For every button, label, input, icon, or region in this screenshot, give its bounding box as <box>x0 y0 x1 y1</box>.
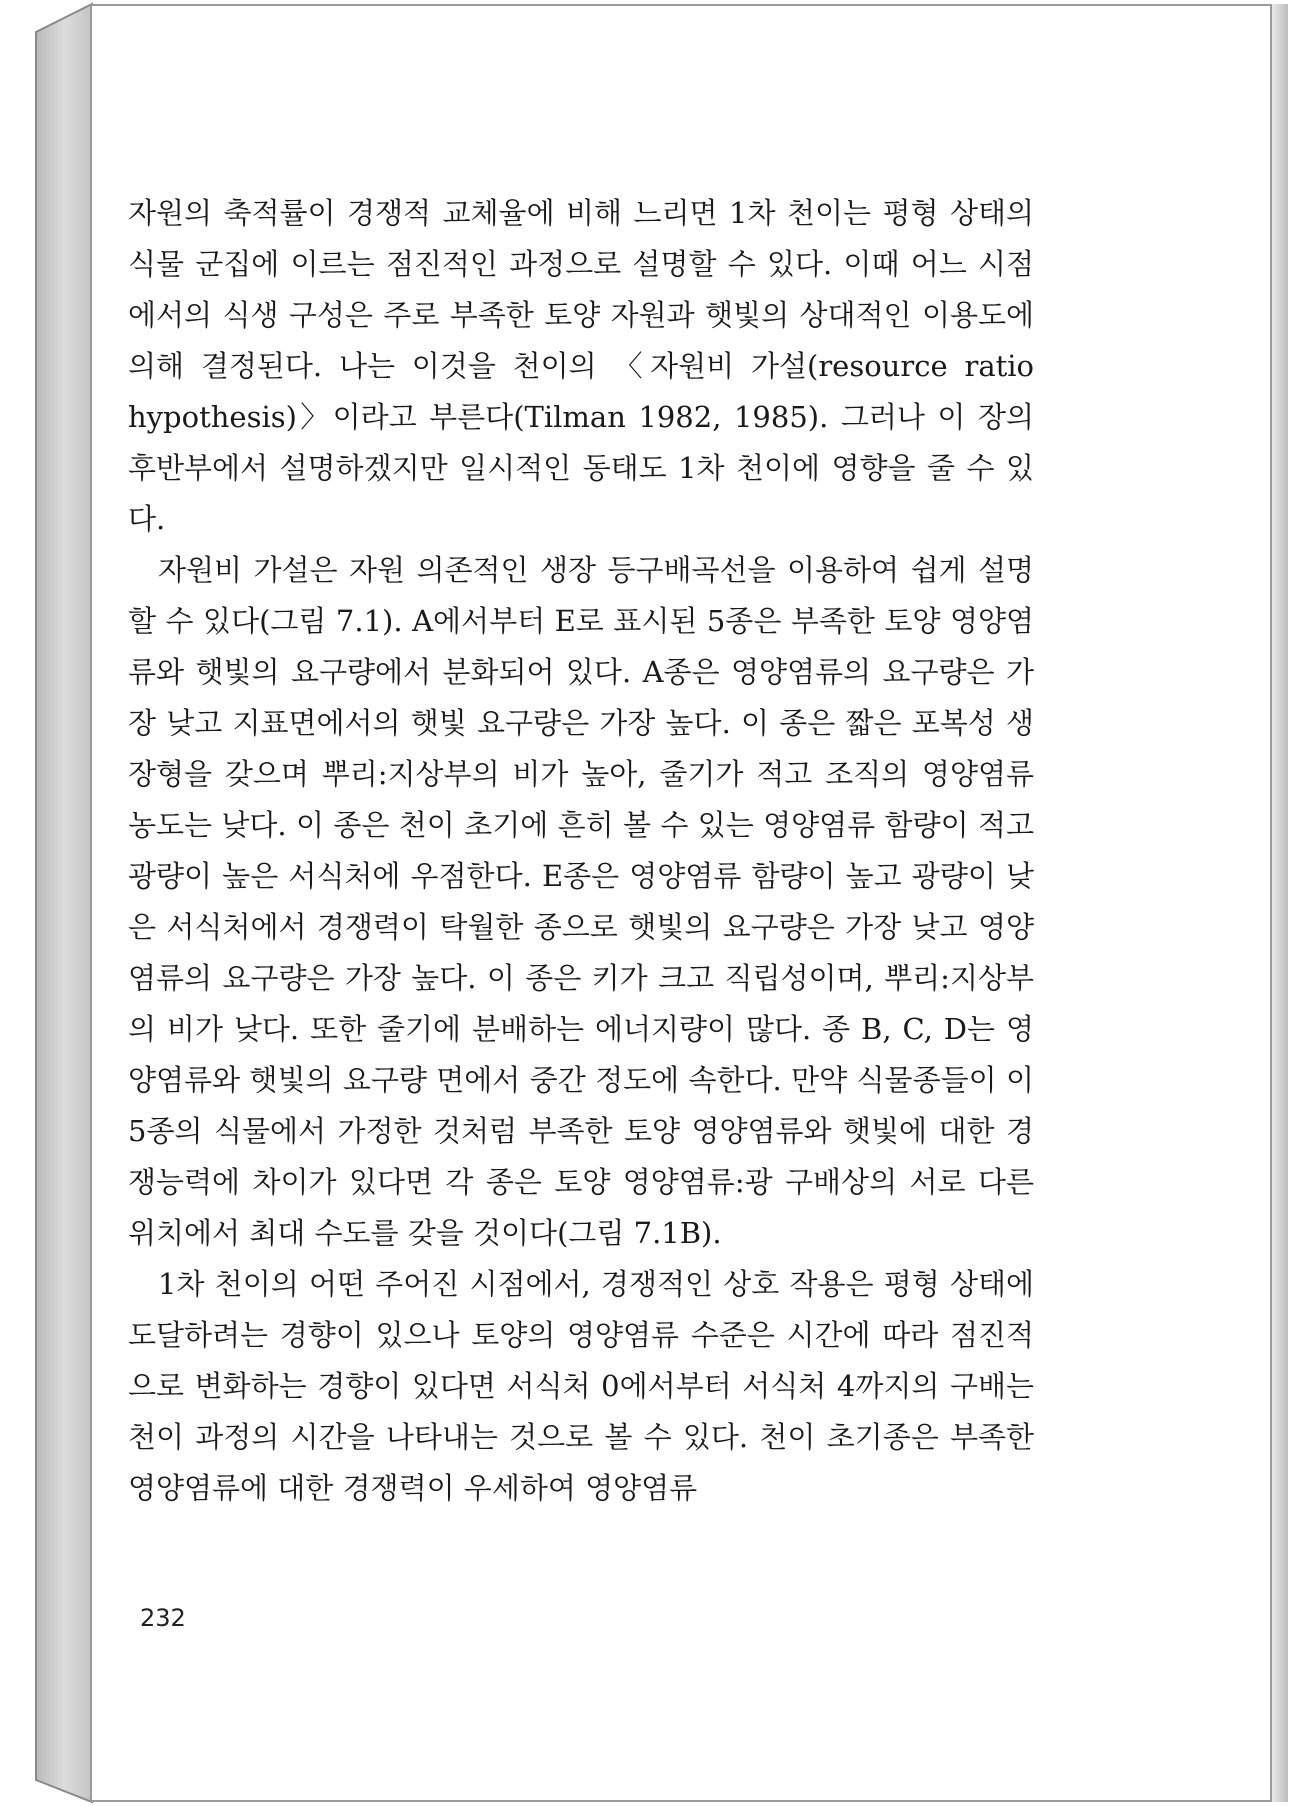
paragraph: 자원의 축적률이 경쟁적 교체율에 비해 느리면 1차 천이는 평형 상태의 식물 군집에 이르는 점진적인 과정으로 설명할 수 있다. 이때 어느 시점에서의 식생 구성은 주로 부족한 토양 자원과 햇빛의 상대적인 이용도에 의해 결정된다. 나는 이것을 천이의 〈자원비 가설(resource ratio hypothesis)〉이라고 부른다(Tilman 1982, 1985). 그러나 이 장의 후반부에서 설명하겠지만 일시적인 동태도 1차 천이에 영향을 줄 수 있다. <box>128 196 1034 536</box>
paragraph: 자원비 가설은 자원 의존적인 생장 등구배곡선을 이용하여 쉽게 설명할 수 있다(그림 7.1). A에서부터 E로 표시된 5종은 부족한 토양 영양염류와 햇빛의 요구량에서 분화되어 있다. A종은 영양염류의 요구량은 가장 낮고 지표면에서의 햇빛 요구량은 가장 높다. 이 종은 짧은 포복성 생장형을 갖으며 뿌리:지상부의 비가 높아, 줄기가 적고 조직의 영양염류 농도는 낮다. 이 종은 천이 초기에 흔히 볼 수 있는 영양염류 함량이 적고 광량이 높은 서식처에 우점한다. E종은 영양염류 함량이 높고 광량이 낮은 서식처에서 경쟁력이 탁월한 종으로 햇빛의 요구량은 가장 낮고 영양염류의 요구량은 가장 높다. 이 종은 키가 크고 직립성이며, 뿌리:지상부의 비가 낮다. 또한 줄기에 분배하는 에너지량이 많다. 종 B, C, D는 영양염류와 햇빛의 요구량 면에서 중간 정도에 속한다. 만약 식물종들이 이 5종의 식물에서 가정한 것처럼 부족한 토양 영양염류와 햇빛에 대한 경쟁능력에 차이가 있다면 각 종은 토양 영양염류:광 구배상의 서로 다른 위치에서 최대 수도를 갖을 것이다(그림 7.1B). <box>128 553 1034 1250</box>
page-number: 232 <box>140 1604 186 1632</box>
paragraph: 1차 천이의 어떤 주어진 시점에서, 경쟁적인 상호 작용은 평형 상태에 도달하려는 경향이 있으나 토양의 영양염류 수준은 시간에 따라 점진적으로 변화하는 경향이 있다면 서식처 0에서부터 서식처 4까지의 구배는 천이 과정의 시간을 나타내는 것으로 볼 수 있다. 천이 초기종은 부족한 영양염류에 대한 경쟁력이 우세하여 영양염류 <box>128 1267 1034 1505</box>
body-text <box>128 188 1034 1514</box>
